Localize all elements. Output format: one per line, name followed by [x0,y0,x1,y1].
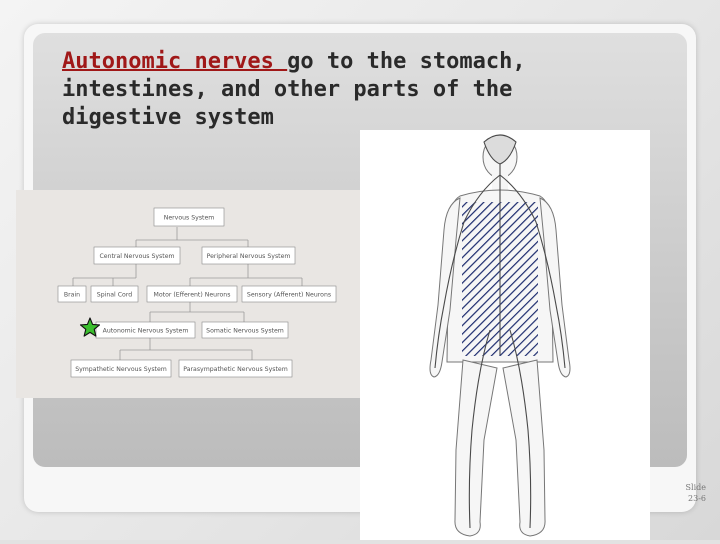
slide-label: Slide [685,483,706,492]
slide-title [62,48,622,132]
node-somatic-label: Somatic Nervous System [206,327,284,335]
node-motor-label: Motor (Efferent) Neurons [153,291,231,299]
node-autonomic-label: Autonomic Nervous System [102,327,189,335]
node-nervous-system [154,208,224,226]
node-peripheral-label: Peripheral Nervous System [206,253,291,260]
nervous-system-hierarchy [16,190,370,398]
title-rest: go to the stomach, intestines, and other parts of the digestive system [62,49,526,130]
node-sensory-label: Sensory (Afferent) Neurons [246,291,332,299]
title-highlight: Autonomic nerves [62,49,288,74]
node-motor-neurons [147,286,237,302]
node-central-nervous-system [94,247,180,264]
node-sensory-neurons [242,286,336,302]
slide-number-value: 23-6 [688,494,706,503]
node-parasympathetic-nervous-system [179,360,292,377]
human-body-illustration [360,130,650,540]
slide-number [666,482,706,504]
node-sympathetic-label: Sympathetic Nervous System [75,366,167,373]
node-brain-label: Brain [63,291,81,299]
node-peripheral-nervous-system [202,247,295,264]
hierarchy-diagram [16,190,370,398]
node-sympathetic-nervous-system [71,360,171,377]
body-figure-svg [360,130,650,540]
node-brain [58,286,86,302]
node-nervous-system-label: Nervous System [163,214,215,222]
node-autonomic-nervous-system [96,322,195,338]
node-somatic-nervous-system [202,322,288,338]
node-spinal-cord [91,286,138,302]
node-spinal-cord-label: Spinal Cord [96,291,133,299]
node-central-label: Central Nervous System [99,253,175,260]
node-parasympathetic-label: Parasympathetic Nervous System [183,366,288,373]
